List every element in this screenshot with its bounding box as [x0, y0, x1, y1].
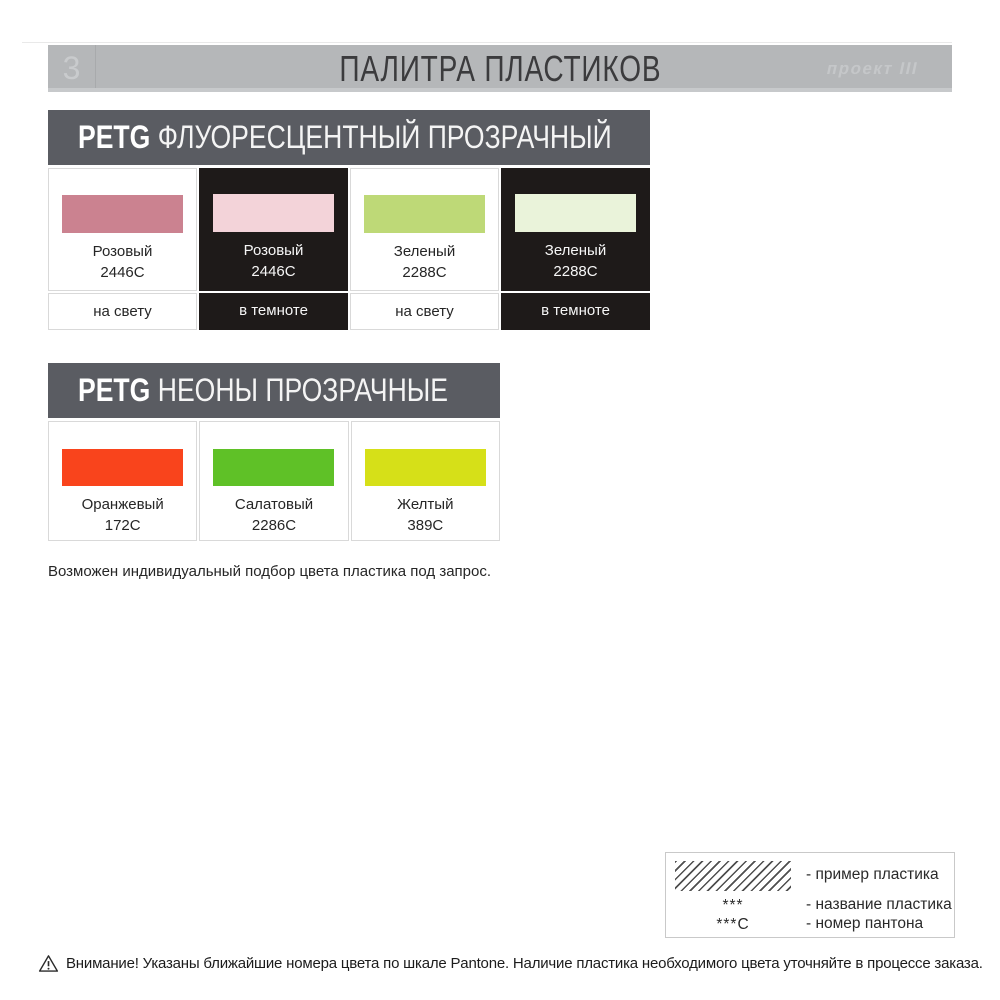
legend-sample-label: - пример пластика — [806, 866, 939, 883]
color-swatch — [213, 194, 334, 232]
section-header-text — [78, 119, 612, 156]
swatch-name: Розовый — [92, 243, 153, 260]
mode-cell: в темноте — [199, 293, 348, 330]
pantone-warning — [38, 954, 983, 973]
warning-triangle-icon — [38, 954, 59, 973]
swatch-table-neon — [48, 421, 500, 541]
section-title: ФЛУОРЕСЦЕНТНЫЙ ПРОЗРАЧНЫЙ — [157, 119, 612, 155]
swatch-cell — [350, 168, 499, 291]
page-header — [48, 45, 952, 92]
legend-name-placeholder: *** — [722, 897, 744, 914]
page-title-text: ПАЛИТРА ПЛАСТИКОВ — [339, 47, 661, 89]
top-rule — [22, 42, 952, 43]
swatch-cell — [199, 168, 348, 291]
color-swatch — [365, 449, 486, 486]
swatch-table-mode-row — [48, 293, 650, 330]
legend-pantone-label: - номер пантона — [806, 915, 924, 932]
swatch-table-fluorescent — [48, 168, 650, 291]
swatch-name: Розовый — [243, 242, 304, 259]
swatch-pantone: 2446C — [100, 264, 145, 281]
swatch-cell — [501, 168, 650, 291]
section-neon — [48, 363, 500, 541]
swatch-pantone: 2446C — [251, 263, 296, 280]
color-swatch — [62, 449, 183, 486]
swatch-pantone: 2288C — [402, 264, 447, 281]
color-swatch — [62, 195, 183, 233]
color-swatch — [213, 449, 334, 486]
swatch-cell — [351, 421, 500, 541]
section-header-text — [78, 372, 448, 409]
swatch-pantone: 2288C — [553, 263, 598, 280]
legend-pantone-placeholder: ***C — [716, 916, 750, 933]
swatch-pantone: 389C — [407, 517, 444, 534]
swatch-name: Оранжевый — [81, 496, 164, 513]
legend-name-label: - название пластика — [806, 896, 952, 913]
swatch-name: Желтый — [397, 496, 454, 513]
swatch-cell — [48, 421, 197, 541]
section-brand: PETG — [78, 372, 151, 408]
swatch-name: Салатовый — [234, 496, 314, 513]
swatch-cell — [48, 168, 197, 291]
color-swatch — [515, 194, 636, 232]
swatch-cell — [199, 421, 348, 541]
swatch-name: Зеленый — [544, 242, 607, 259]
page-title — [48, 45, 952, 92]
color-swatch — [364, 195, 485, 233]
mode-cell: на свету — [48, 293, 197, 330]
section-brand: PETG — [78, 119, 151, 155]
section-header-neon — [48, 363, 500, 418]
legend-box — [665, 852, 955, 938]
mode-cell: на свету — [350, 293, 499, 330]
custom-color-note: Возможен индивидуальный подбор цвета пластика под запрос. — [48, 563, 492, 580]
swatch-pantone: 2286C — [251, 517, 297, 534]
swatch-pantone: 172C — [104, 517, 141, 534]
section-title: НЕОНЫ ПРОЗРАЧНЫЕ — [157, 372, 449, 408]
mode-cell: в темноте — [501, 293, 650, 330]
section-fluorescent — [48, 110, 650, 330]
brand-logo: проект III — [824, 58, 921, 78]
plastic-sample-hatch-swatch — [675, 861, 791, 891]
swatch-name: Зеленый — [393, 243, 456, 260]
section-header-fluorescent — [48, 110, 650, 165]
warning-text: Внимание! Указаны ближайшие номера цвета по шкале Pantone. Наличие пластика необходимого цвета уточняйте в процессе заказа. — [66, 955, 983, 972]
page-number: 3 — [48, 45, 96, 92]
